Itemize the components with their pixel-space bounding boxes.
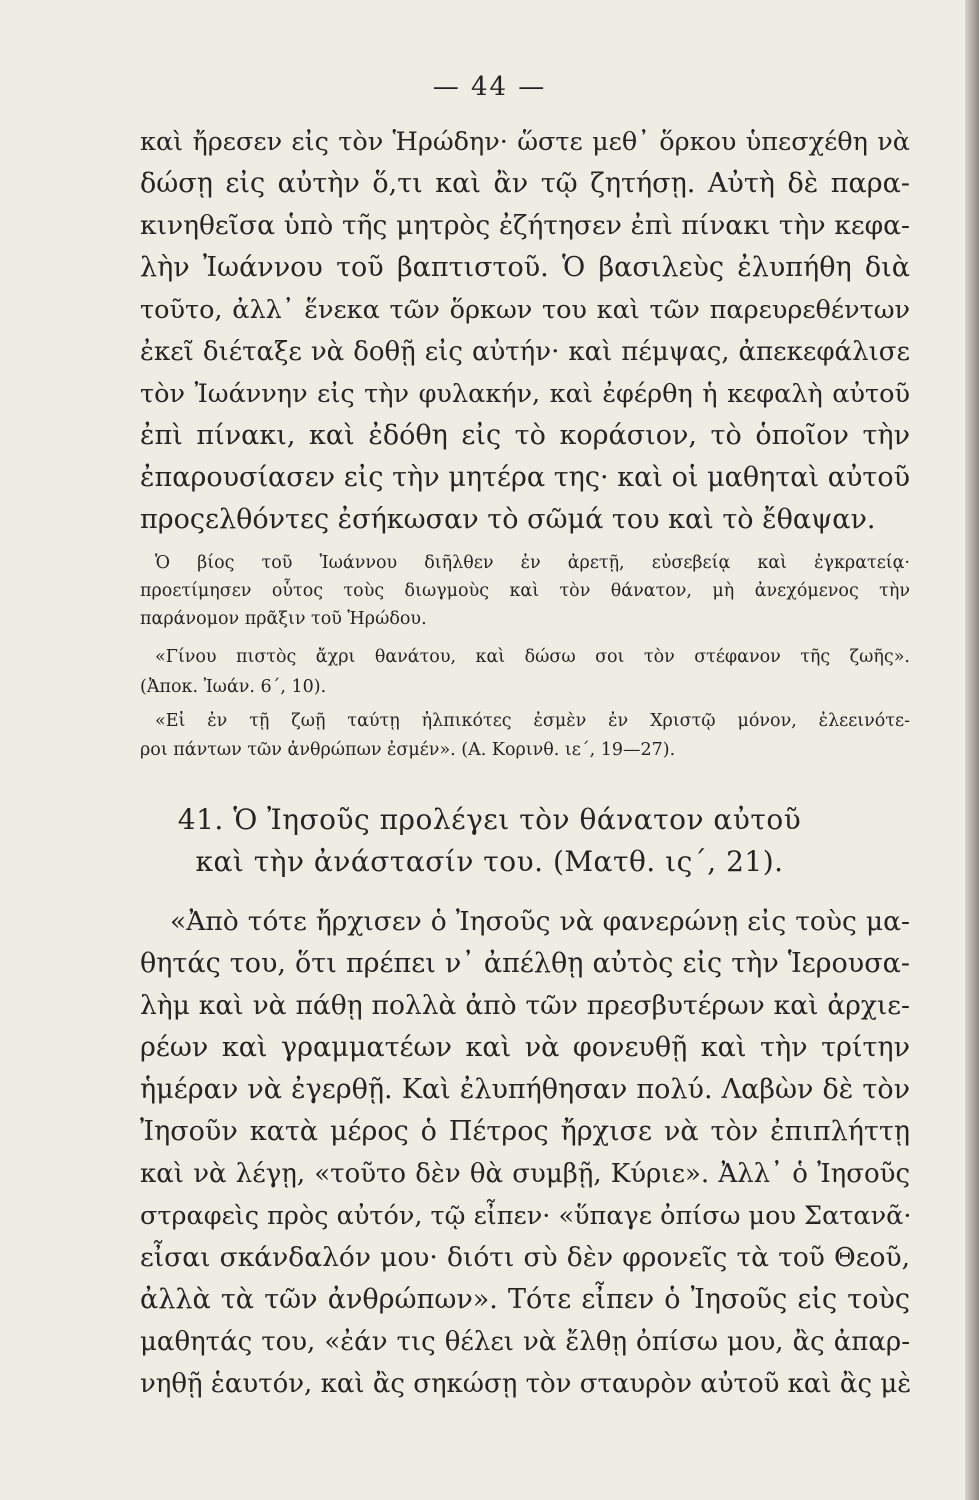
paragraph-1-line: τοῦτο, ἀλλ᾽ ἕνεκα τῶν ὅρκων του καὶ τῶν παρευρεθέντων xyxy=(140,295,910,325)
paragraph-2-line: ἀλλὰ τὰ τῶν ἀνθρώπων». Τότε εἶπεν ὁ Ἰησοῦς εἰς τοὺς xyxy=(140,1284,910,1315)
note-line: (Ἀποκ. Ἰωάν. 6΄, 10). xyxy=(140,677,327,697)
paragraph-1-line: καὶ ἤρεσεν εἰς τὸν Ἡρώδην· ὥστε μεθ᾽ ὅρκου ὑπεσχέθη νὰ xyxy=(140,127,910,157)
paragraph-2-line: λὴμ καὶ νὰ πάθῃ πολλὰ ἀπὸ τῶν πρεσβυτέρων καὶ ἀρχιε- xyxy=(140,990,910,1021)
paragraph-2-line: εἶσαι σκάνδαλόν μου· διότι σὺ δὲν φρονεῖς τὰ τοῦ Θεοῦ, xyxy=(140,1242,910,1273)
note-line: προετίμησεν οὗτος τοὺς διωγμοὺς καὶ τὸν θάνατον, μὴ ἀνεχόμενος τὴν xyxy=(140,581,910,601)
page-number: — 44 — xyxy=(432,72,547,102)
paragraph-1-line: τὸν Ἰωάννην εἰς τὴν φυλακήν, καὶ ἐφέρθη ἡ κεφαλὴ αὐτοῦ xyxy=(140,379,910,409)
paragraph-1-line: δώσῃ εἰς αὐτὴν ὅ,τι καὶ ἂν τῷ ζητήσῃ. Αὐτὴ δὲ παρα- xyxy=(140,168,910,199)
paragraph-2-line: μαθητάς του, «ἐάν τις θέλει νὰ ἔλθῃ ὀπίσω μου, ἂς ἀπαρ- xyxy=(140,1327,910,1357)
note-line: «Εἰ ἐν τῇ ζωῇ ταύτῃ ἠλπικότες ἐσμὲν ἐν Χριστῷ μόνον, ἐλεεινότε- xyxy=(155,711,910,731)
page-edge-shadow xyxy=(965,0,979,1500)
paragraph-2-line: στραφεὶς πρὸς αὐτόν, τῷ εἶπεν· «ὕπαγε ὀπίσω μου Σατανᾶ· xyxy=(140,1201,912,1231)
paragraph-2-line: Ἰησοῦν κατὰ μέρος ὁ Πέτρος ἤρχισε νὰ τὸν ἐπιπλήττῃ xyxy=(140,1116,910,1147)
paragraph-1-line: προςελθόντες ἐσήκωσαν τὸ σῶμά του καὶ τὸ ἔθαψαν. xyxy=(140,504,876,535)
paragraph-2-line: ρέων καὶ γραμματέων καὶ νὰ φονευθῇ καὶ τὴν τρίτην xyxy=(140,1032,910,1063)
note-line: ροι πάντων τῶν ἀνθρώπων ἐσμέν». (Α. Κορινθ. ιε΄, 19—27). xyxy=(140,740,676,760)
note-line: Ὁ βίος τοῦ Ἰωάννου διῆλθεν ἐν ἀρετῇ, εὐσεβείᾳ καὶ ἐγκρατείᾳ· xyxy=(155,553,910,573)
paragraph-1-line: κινηθεῖσα ὑπὸ τῆς μητρὸς ἐζήτησεν ἐπὶ πίνακι τὴν κεφα- xyxy=(140,210,910,241)
paragraph-2-line: θητάς του, ὅτι πρέπει ν᾽ ἀπέλθῃ αὐτὸς εἰς τὴν Ἱερουσα- xyxy=(140,948,910,979)
paragraph-1-line: ἐπὶ πίνακι, καὶ ἐδόθη εἰς τὸ κοράσιον, τὸ ὁποῖον τὴν xyxy=(140,420,910,451)
note-line: «Γίνου πιστὸς ἄχρι θανάτου, καὶ δώσω σοι τὸν στέφανον τῆς ζωῆς». xyxy=(155,647,910,667)
paragraph-2-line: καὶ νὰ λέγῃ, «τοῦτο δὲν θὰ συμβῇ, Κύριε». Ἀλλ᾽ ὁ Ἰησοῦς xyxy=(140,1159,910,1189)
paragraph-2-line: «Ἀπὸ τότε ἤρχισεν ὁ Ἰησοῦς νὰ φανερώνῃ εἰς τοὺς μα- xyxy=(170,906,910,937)
paragraph-1-line: ἐκεῖ διέταξε νὰ δοθῇ εἰς αὐτήν· καὶ πέμψας, ἀπεκεφάλισε xyxy=(140,337,910,367)
paragraph-1-line: λὴν Ἰωάννου τοῦ βαπτιστοῦ. Ὁ βασιλεὺς ἐλυπήθη διὰ xyxy=(140,252,910,283)
paragraph-2-line: νηθῇ ἑαυτόν, καὶ ἂς σηκώσῃ τὸν σταυρὸν αὐτοῦ καὶ ἂς μὲ xyxy=(140,1369,912,1399)
note-line: παράνομον πρᾶξιν τοῦ Ἡρώδου. xyxy=(140,609,427,629)
paragraph-1-line: ἐπαρουσίασεν εἰς τὴν μητέρα της· καὶ οἱ μαθηταὶ αὐτοῦ xyxy=(140,462,910,493)
section-title-line: 41. Ὁ Ἰησοῦς προλέγει τὸν θάνατον αὐτοῦ xyxy=(177,803,802,836)
section-title-line: καὶ τὴν ἀνάστασίν του. (Ματθ. ις΄, 21). xyxy=(195,845,784,878)
paragraph-2-line: ἡμέραν νὰ ἐγερθῇ. Καὶ ἐλυπήθησαν πολύ. Λαβὼν δὲ τὸν xyxy=(140,1074,910,1105)
